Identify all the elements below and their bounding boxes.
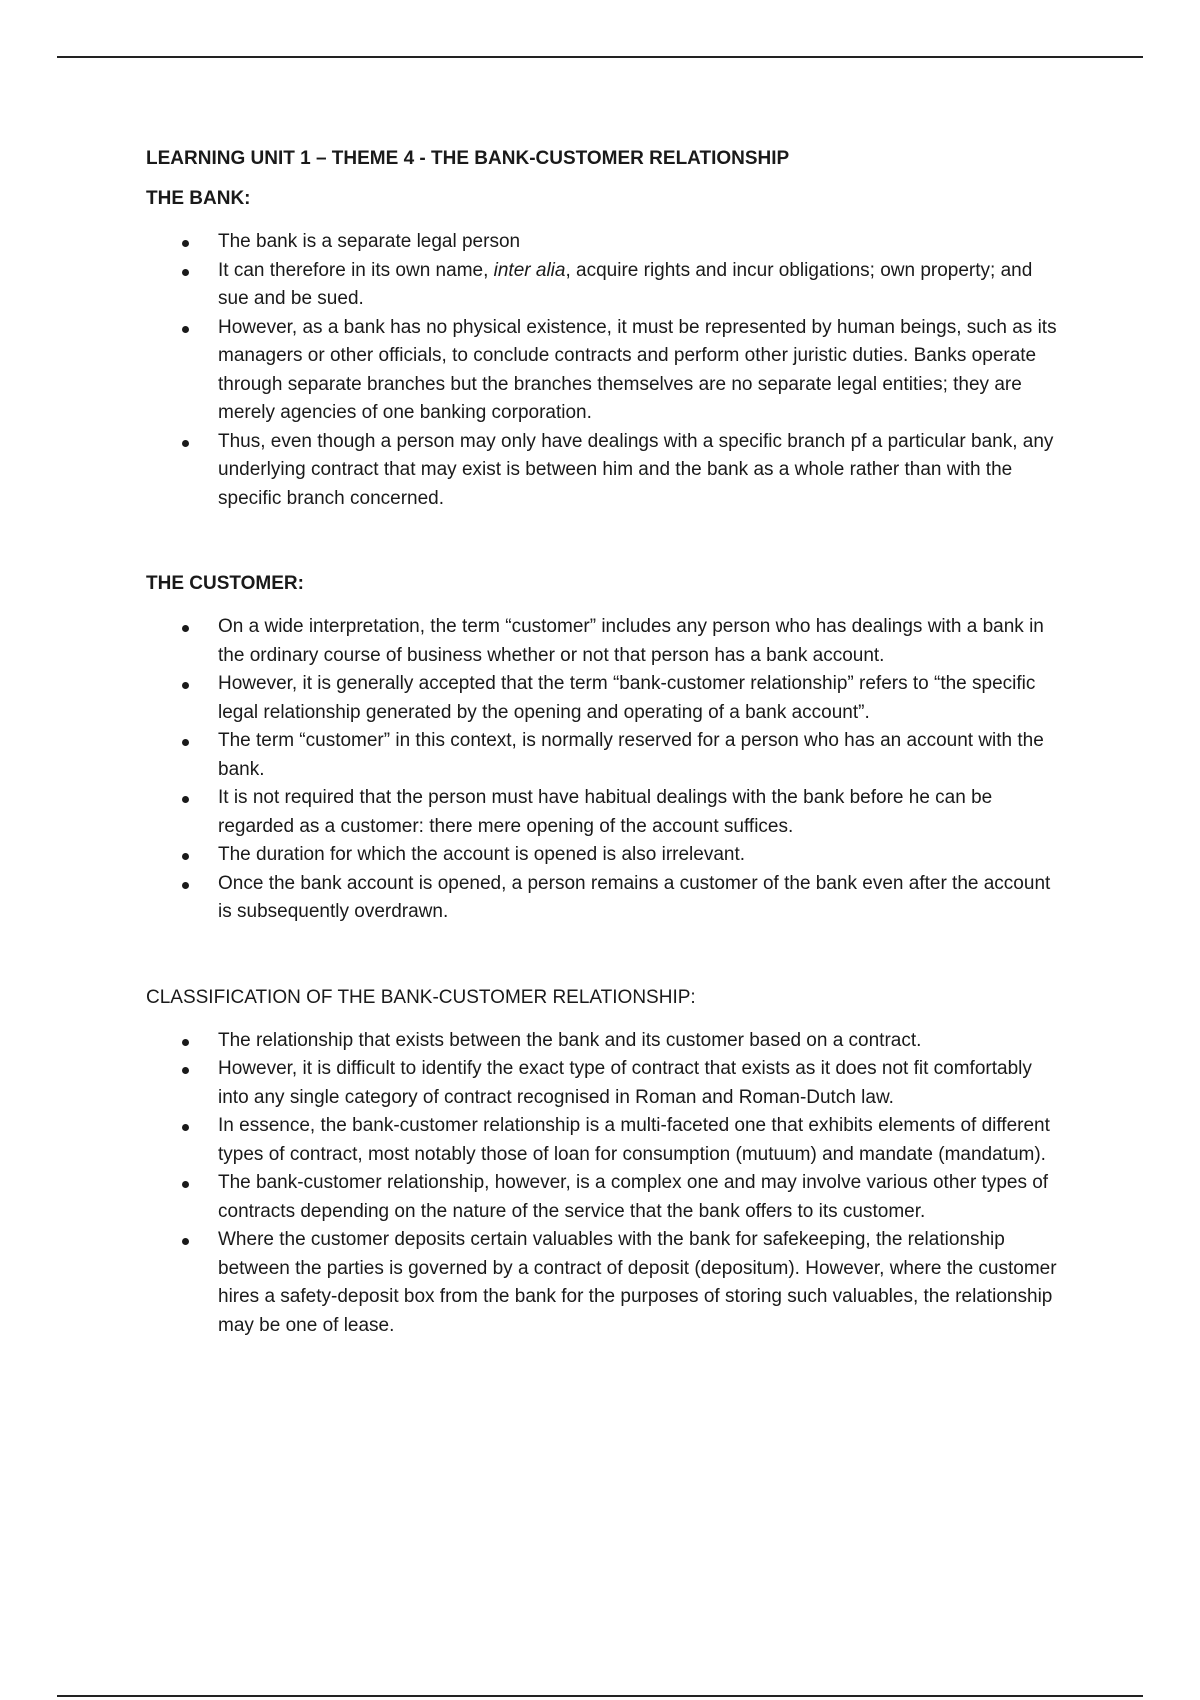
list-item — [146, 727, 1066, 784]
list-item — [146, 784, 1066, 841]
list-item-text: Where the customer deposits certain valuables with the bank for safekeeping, the relationship between the parties is governed by a contract of deposit (depositum). However, where the customer hires a safety-deposit box from the bank for the purposes of storing such valuables, the relationship may be one of lease. — [218, 1229, 1057, 1336]
bullet-icon — [182, 882, 189, 889]
list-item-text: However, as a bank has no physical existence, it must be represented by human beings, such as its managers or other officials, to conclude contracts and perform other juristic duties. Banks operate through separate branches but the branches themselves are no separate legal entities; they are merely agencies of one banking corporation. — [218, 316, 1057, 423]
section-heading-customer: THE CUSTOMER: — [146, 573, 304, 594]
list-item-text: The term “customer” in this context, is normally reserved for a person who has an account with the bank. — [218, 730, 1044, 780]
page-title: LEARNING UNIT 1 – THEME 4 - THE BANK-CUSTOMER RELATIONSHIP — [146, 148, 790, 169]
top-rule — [57, 56, 1143, 58]
list-item-text: However, it is generally accepted that the term “bank-customer relationship” refers to “the specific legal relationship generated by the opening and operating of a bank account”. — [218, 673, 1036, 723]
section-heading-bank: THE BANK: — [146, 188, 251, 209]
list-item-text: It is not required that the person must have habitual dealings with the bank before he can be regarded as a customer: there mere opening of the account suffices. — [218, 787, 993, 837]
bullet-icon — [182, 682, 189, 689]
list-item — [146, 1112, 1066, 1169]
list-item — [146, 228, 1066, 257]
list-item-text: The relationship that exists between the bank and its customer based on a contract. — [218, 1029, 922, 1051]
list-item-text-after: , acquire rights and incur obligations; own property; and sue and be sued. — [218, 259, 1033, 309]
bank-bullet-list — [146, 228, 1066, 513]
list-item — [146, 613, 1066, 670]
bullet-icon — [182, 853, 189, 860]
list-item-text: However, it is difficult to identify the exact type of contract that exists as it does not fit comfortably into any single category of contract recognised in Roman and Roman-Dutch law. — [218, 1058, 1032, 1108]
list-item-text: Once the bank account is opened, a person remains a customer of the bank even after the account is subsequently overdrawn. — [218, 872, 1051, 922]
list-item-text: On a wide interpretation, the term “customer” includes any person who has dealings with a bank in the ordinary course of business whether or not that person has a bank account. — [218, 616, 1044, 666]
list-item — [146, 1169, 1066, 1226]
list-item — [146, 1055, 1066, 1112]
bullet-icon — [182, 269, 189, 276]
list-item — [146, 257, 1066, 314]
bullet-icon — [182, 1238, 189, 1245]
list-item — [146, 870, 1066, 927]
list-item — [146, 841, 1066, 870]
list-item-text-before: It can therefore in its own name, — [218, 259, 494, 281]
bottom-rule — [57, 1695, 1143, 1697]
list-item-text: The bank-customer relationship, however, is a complex one and may involve various other types of contracts depending on the nature of the service that the bank offers to its customer. — [218, 1172, 1049, 1222]
list-item — [146, 1027, 1066, 1056]
list-item — [146, 428, 1066, 514]
customer-bullet-list — [146, 613, 1066, 927]
bullet-icon — [182, 440, 189, 447]
bullet-icon — [182, 1039, 189, 1046]
bullet-icon — [182, 625, 189, 632]
list-item-text: Thus, even though a person may only have dealings with a specific branch pf a particular bank, any underlying contract that may exist is between him and the bank as a whole rather than with the specific branch concerned. — [218, 430, 1054, 509]
list-item-text: The duration for which the account is opened is also irrelevant. — [218, 844, 746, 865]
list-item-italic: inter alia — [493, 259, 566, 281]
bullet-icon — [182, 1067, 189, 1074]
section-heading-classification: CLASSIFICATION OF THE BANK-CUSTOMER RELATIONSHIP: — [146, 986, 696, 1008]
classification-bullet-list — [146, 1027, 1066, 1341]
document-body — [146, 146, 1066, 1340]
list-item — [146, 670, 1066, 727]
list-item — [146, 314, 1066, 428]
list-item-text: In essence, the bank-customer relationship is a multi-faceted one that exhibits elements of different types of contract, most notably those of loan for consumption (mutuum) and mandate (mandatum). — [218, 1115, 1050, 1165]
bullet-icon — [182, 1124, 189, 1131]
list-item-text: The bank is a separate legal person — [218, 231, 521, 252]
list-item — [146, 1226, 1066, 1340]
bullet-icon — [182, 1181, 189, 1188]
bullet-icon — [182, 796, 189, 803]
bullet-icon — [182, 739, 189, 746]
bullet-icon — [182, 240, 189, 247]
bullet-icon — [182, 326, 189, 333]
